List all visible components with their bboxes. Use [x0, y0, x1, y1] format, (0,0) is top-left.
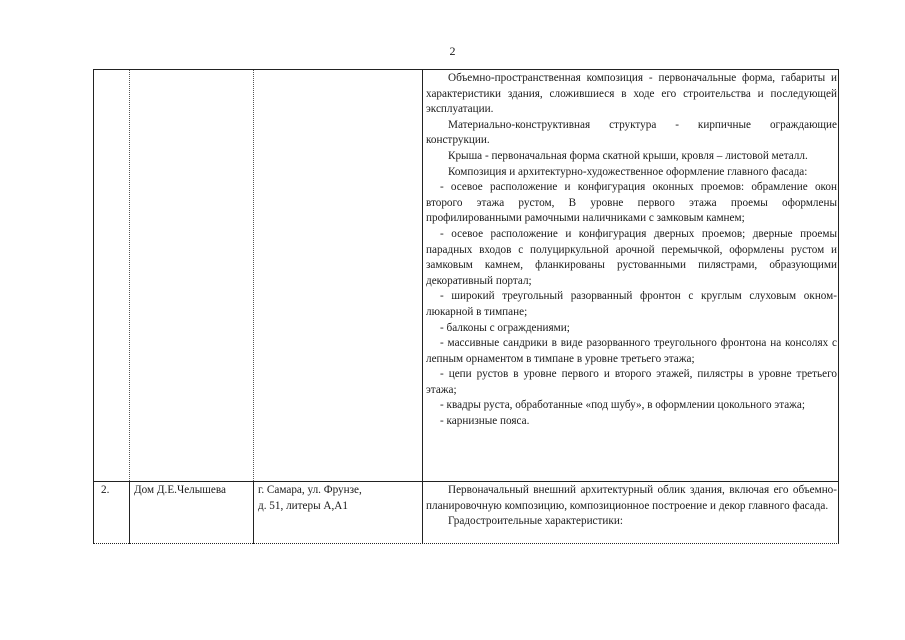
row1-paragraph: Композиция и архитектурно-художественное оформление главного фасада:	[448, 165, 808, 178]
column-divider-3	[422, 69, 423, 544]
table-border-bottom	[93, 543, 839, 544]
row1-list-item: - массивные сандрики в виде разорванного треугольного фронтона на консолях с лепным орнаментом в тимпане в уровне третьего этажа;	[426, 337, 837, 365]
column-divider-1-row2	[129, 481, 130, 544]
page-number: 2	[449, 44, 456, 58]
row2-paragraph: Градостроительные характеристики:	[448, 515, 623, 528]
row2-description	[426, 483, 837, 530]
row1-paragraph: Объемно-пространственная композиция - первоначальные форма, габариты и характеристики здания, сложившиеся в ходе его строительства и последующей эксплуатации.	[426, 72, 837, 116]
table-border-top	[93, 69, 839, 70]
column-divider-2-row2	[253, 481, 254, 544]
row1-paragraph: Материально-конструктивная структура - кирпичные ограждающие конструкции.	[426, 118, 837, 147]
row1-list-item: - осевое расположение и конфигурация дверных проемов; дверные проемы парадных входов с полуциркульной арочной перемычкой, оформлены рустом и замковым камнем, фланкированы рустованными пилястрами, образующими декоративный портал;	[426, 227, 837, 287]
row2-address	[258, 483, 423, 514]
row1-list-item: - осевое расположение и конфигурация оконных проемов: обрамление окон второго этажа рустом, В уровне первого этажа проемы оформлены профилированными рамочными наличниками с замковым камнем;	[426, 181, 837, 225]
column-divider-2	[253, 69, 254, 481]
row2-paragraph: Первоначальный внешний архитектурный облик здания, включая его объемно-планировочную композицию, композиционное построение и декор главного фасада.	[426, 484, 837, 512]
row1-paragraph: Крыша - первоначальная форма скатной крыши, кровля – листовой металл.	[448, 149, 808, 162]
row1-description	[426, 71, 837, 430]
row2-object-name: Дом Д.Е.Челышева	[134, 484, 226, 496]
table-border-right	[838, 69, 839, 544]
row2-number: 2.	[101, 484, 110, 496]
row-divider	[93, 481, 839, 482]
row1-list-item: - карнизные пояса.	[440, 415, 530, 428]
table-border-left	[93, 69, 94, 544]
row1-list-item: - цепи рустов в уровне первого и второго этажей, пилястры в уровне третьего этажа;	[426, 368, 837, 396]
column-divider-1	[129, 69, 130, 481]
row1-list-item: - квадры руста, обработанные «под шубу», в оформлении цокольного этажа;	[440, 399, 805, 412]
row1-list-item: - широкий треугольный разорванный фронтон с круглым слуховым окном-люкарной в тимпане;	[426, 290, 837, 318]
row2-address-line1: г. Самара, ул. Фрунзе,	[258, 484, 362, 496]
heritage-table	[93, 69, 839, 544]
row2-address-line2: д. 51, литеры А,А1	[258, 499, 348, 512]
row1-list-item: - балконы с ограждениями;	[440, 321, 570, 334]
